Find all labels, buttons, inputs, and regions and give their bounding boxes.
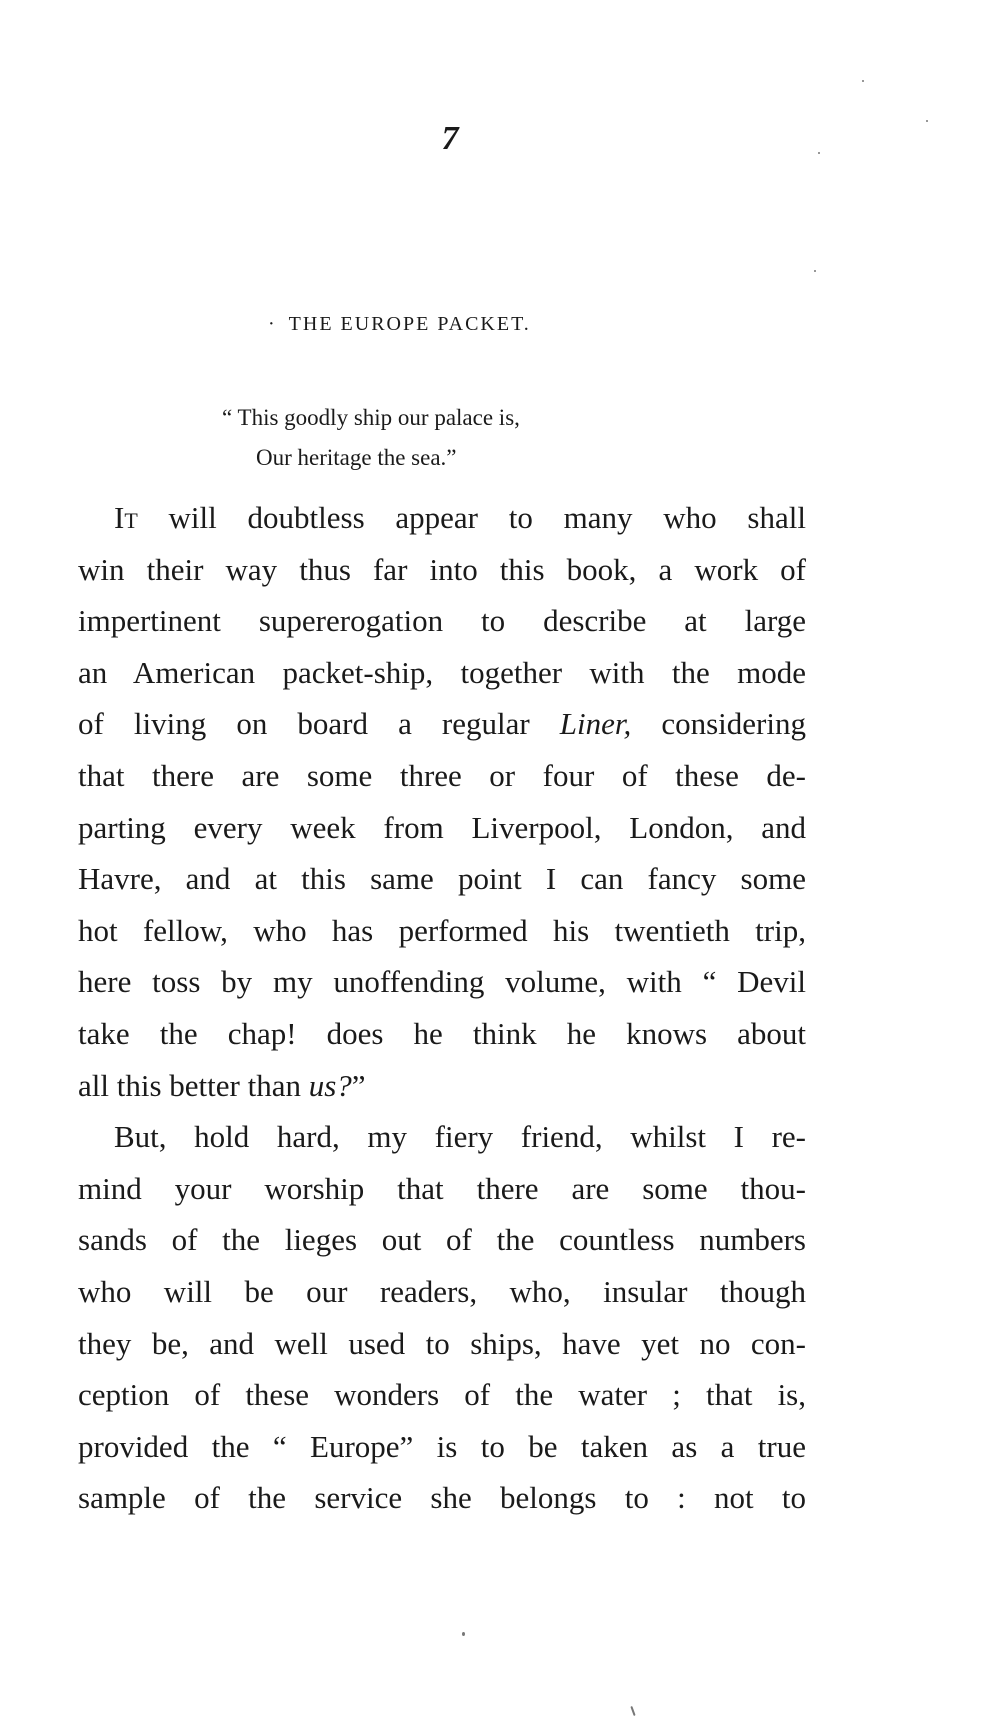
text-line: sands of the lieges out of the countless numbers bbox=[78, 1222, 806, 1258]
title-marker: · bbox=[268, 313, 277, 335]
italic-word-liner: Liner, bbox=[559, 706, 632, 742]
text-line-content: ” bbox=[351, 1067, 366, 1103]
text-line: that there are some three or four of these de- bbox=[78, 757, 806, 793]
text-line: Havre, and at this same point I can fancy some bbox=[78, 861, 806, 897]
text-line-content: of living on board a regular bbox=[78, 706, 560, 742]
text-line-content: considering bbox=[631, 706, 806, 742]
chapter-title-text: THE EUROPE PACKET. bbox=[288, 313, 531, 335]
text-line: sample of the service she belongs to : not to bbox=[78, 1480, 806, 1516]
text-line bbox=[78, 492, 806, 544]
text-line bbox=[78, 1060, 806, 1112]
dropcap: It bbox=[114, 500, 138, 535]
epigraph-line-1: “ This goodly ship our palace is, bbox=[222, 405, 520, 430]
body-text bbox=[78, 492, 806, 1524]
text-line: they be, and well used to ships, have yet no con- bbox=[78, 1325, 806, 1361]
epigraph bbox=[222, 398, 642, 478]
text-line: ception of these wonders of the water ; that is, bbox=[78, 1377, 806, 1413]
text-line-content: will doubtless appear to many who shall bbox=[137, 500, 806, 535]
epigraph-line-2: Our heritage the sea.” bbox=[256, 445, 457, 470]
page-number: 7 bbox=[441, 120, 459, 157]
text-line: impertinent supererogation to describe at large bbox=[78, 603, 806, 639]
text-line: take the chap! does he think he knows about bbox=[78, 1015, 806, 1051]
text-line-content: all this better than bbox=[78, 1067, 309, 1103]
paragraph-1 bbox=[78, 492, 806, 1111]
italic-word-us: us? bbox=[308, 1067, 352, 1103]
paper-speck bbox=[814, 270, 816, 272]
paper-speck bbox=[818, 152, 820, 154]
text-line: win their way thus far into this book, a work of bbox=[78, 551, 806, 587]
paper-speck bbox=[926, 120, 928, 122]
text-line: an American packet-ship, together with the mode bbox=[78, 654, 806, 690]
text-line bbox=[78, 698, 806, 750]
paper-speck bbox=[630, 1706, 635, 1716]
text-line: hot fellow, who has performed his twentieth trip, bbox=[78, 912, 806, 948]
text-line: But, hold hard, my fiery friend, whilst I re- bbox=[114, 1119, 806, 1155]
text-line: provided the “ Europe” is to be taken as a true bbox=[78, 1428, 806, 1464]
text-line: mind your worship that there are some thou- bbox=[78, 1170, 806, 1206]
chapter-title bbox=[268, 313, 628, 336]
text-line: here toss by my unoffending volume, with “ Devil bbox=[78, 964, 806, 1000]
paper-speck bbox=[462, 1632, 465, 1636]
text-line: parting every week from Liverpool, London, and bbox=[78, 809, 806, 845]
text-line: who will be our readers, who, insular though bbox=[78, 1273, 806, 1309]
paper-speck bbox=[862, 80, 864, 82]
paragraph-2 bbox=[78, 1111, 806, 1524]
